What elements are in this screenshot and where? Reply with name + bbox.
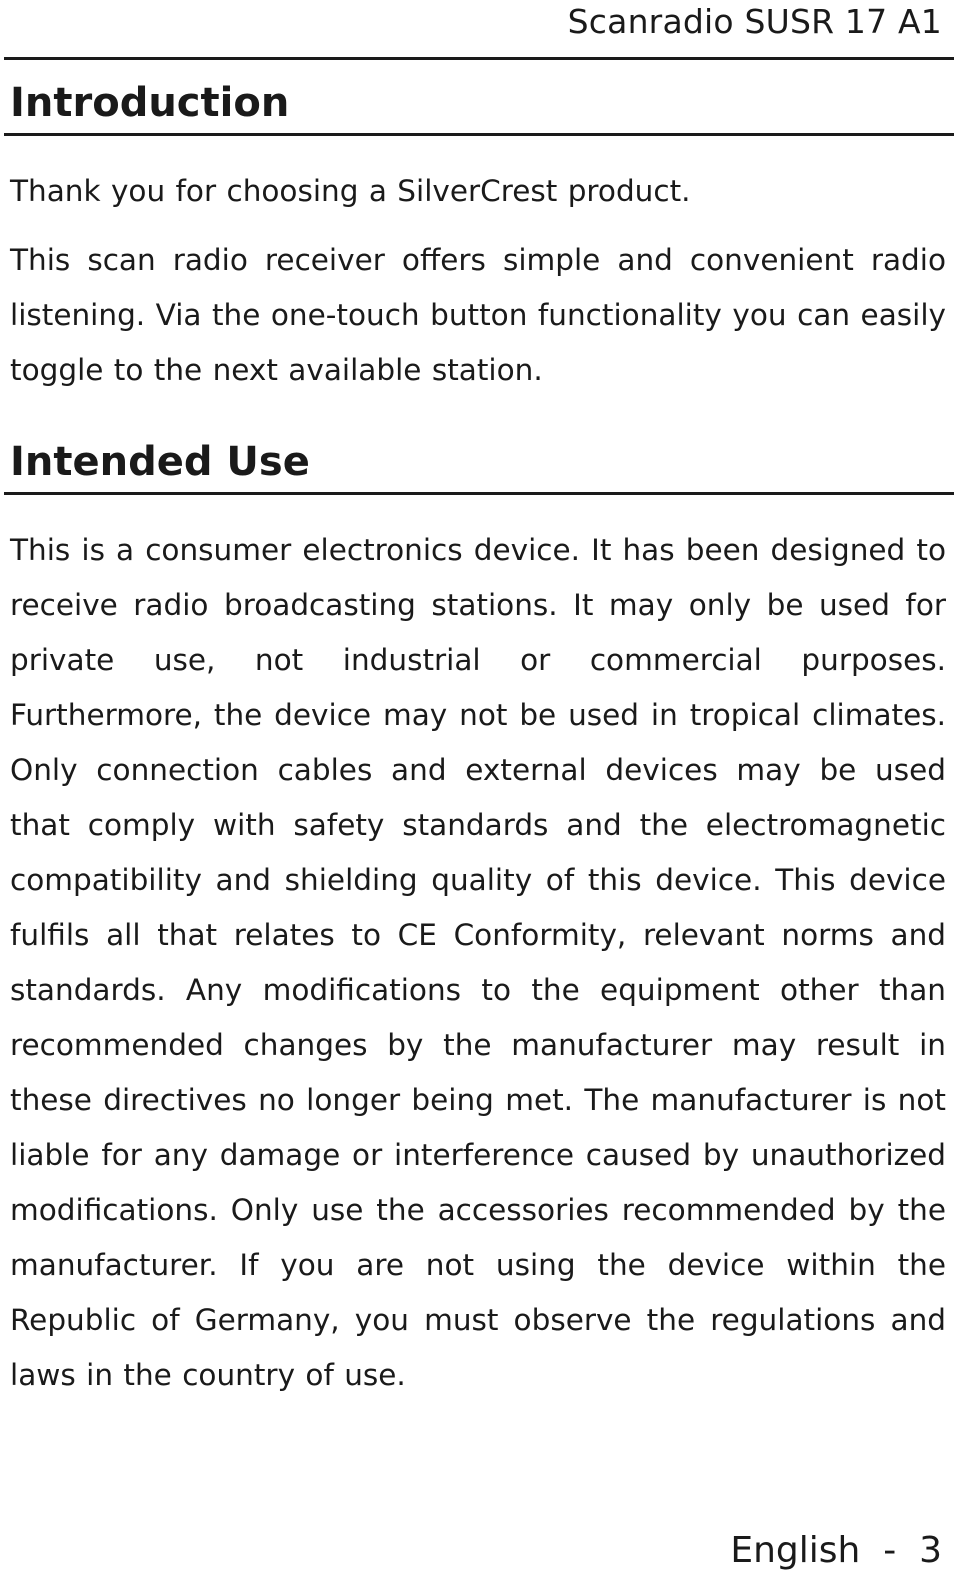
intended-use-paragraph: This is a consumer electronics device. It has been designed to receive radio broadcasting stations. It may only be used for private use, not industrial or commercial purposes. Furthermore, the device may not be used in tropical climates. Only connection cables and external devices may be used that comply with safety standards and the electromagnetic compatibility and shielding quality of this device. This device fulfils all that relates to CE Conformity, relevant norms and standards. Any modifications to the equipment other than recommended changes by the manufacturer may result in these directives no longer being met. The manufacturer is not liable for any damage or interference caused by unauthorized modifications. Only use the accessories recommended by the manufacturer. If you are not using the device within the Republic of Germany, you must observe the regulations and laws in the country of use. bbox=[10, 533, 946, 1392]
section-heading-introduction: Introduction bbox=[10, 80, 290, 126]
footer-page-label: English - 3 bbox=[730, 1530, 942, 1571]
section-heading-intended-use: Intended Use bbox=[10, 439, 310, 485]
running-header-product-name: Scanradio SUSR 17 A1 bbox=[567, 2, 942, 41]
intended-use-heading-rule bbox=[4, 492, 954, 495]
introduction-heading-rule bbox=[4, 133, 954, 136]
introduction-paragraph-1: Thank you for choosing a SilverCrest product. bbox=[10, 174, 691, 208]
introduction-paragraph-2: This scan radio receiver offers simple and convenient radio listening. Via the one-touch button functionality you can easily toggle to the next available station. bbox=[10, 243, 946, 387]
header-rule bbox=[4, 57, 954, 60]
